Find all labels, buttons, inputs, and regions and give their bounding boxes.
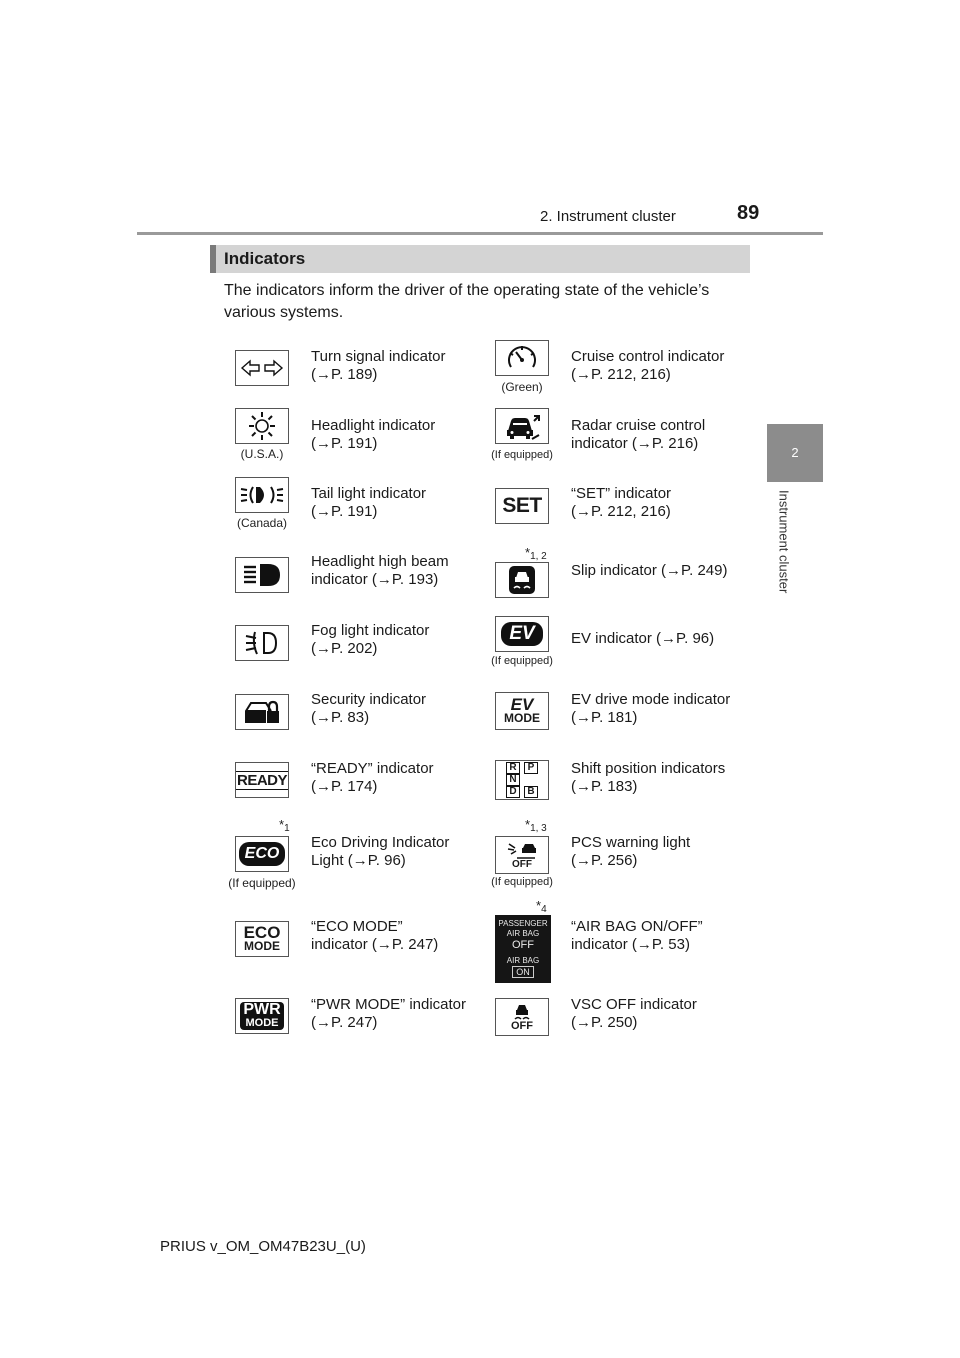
desc-ref[interactable]: indicator (→P. 193) (311, 571, 439, 588)
desc-ref[interactable]: (→P. 247) (311, 1014, 378, 1031)
fog-light-icon (235, 625, 289, 661)
ready-label: READY (237, 771, 288, 789)
security-description (311, 691, 486, 727)
ready-description (311, 760, 486, 796)
pwr-mode-line2: MODE (245, 1017, 279, 1029)
eco-mode-icon (235, 921, 289, 957)
desc-ref[interactable]: (→P. 174) (311, 778, 378, 795)
ev-icon (495, 616, 549, 652)
airbag-off-label: OFF (512, 939, 534, 951)
eco-caption: (If equipped) (228, 876, 296, 890)
vsc-off-description (571, 996, 746, 1032)
desc-ref[interactable]: (→P. 250) (571, 1014, 638, 1031)
eco-footnote-mark (279, 817, 290, 832)
pcs-off-icon (495, 836, 549, 874)
airbag-label: AIR BAG (506, 929, 540, 938)
desc-line: “SET” indicator (571, 485, 672, 502)
desc-line: “ECO MODE” (311, 918, 403, 935)
eco-mode-line2: MODE (244, 939, 280, 953)
radar-cruise-icon (495, 408, 549, 444)
slip-icon (495, 562, 549, 598)
chapter-tab-label: Instrument cluster (776, 490, 792, 594)
radar-cruise-caption: (If equipped) (491, 449, 553, 461)
pcs-off-label: OFF (512, 859, 532, 870)
chapter-tab-number: 2 (791, 445, 799, 460)
ev-description (571, 630, 746, 648)
star: * (525, 817, 531, 832)
desc-ref[interactable]: (→P. 202) (311, 640, 378, 657)
running-header-section: 2. Instrument cluster (540, 208, 676, 225)
tail-light-description (311, 485, 486, 521)
ev-mode-icon (495, 692, 549, 730)
desc-ref[interactable]: (→P. 83) (311, 709, 370, 726)
airbag-on-label: ON (512, 966, 534, 978)
desc-line: Cruise control indicator (571, 348, 725, 365)
vsc-off-icon (495, 998, 549, 1036)
desc-line: Headlight high beam (311, 553, 449, 570)
vsc-car-icon (512, 1003, 532, 1021)
pcs-description (571, 834, 746, 870)
ev-mode-line1: EV (510, 695, 534, 714)
desc-line: VSC OFF indicator (571, 996, 697, 1013)
radar-cruise-description (571, 417, 746, 453)
airbag-icon (495, 915, 551, 983)
star-sub: 4 (541, 904, 547, 915)
airbag-description (571, 918, 746, 954)
desc-line: Turn signal indicator (311, 348, 446, 365)
shift-p: P (524, 762, 538, 774)
shift-position-icon (495, 760, 549, 800)
header-rule (137, 232, 823, 235)
pwr-mode-icon (235, 998, 289, 1034)
security-lock-icon (235, 694, 289, 730)
cruise-control-description (571, 348, 746, 384)
turn-signal-icon (235, 350, 289, 386)
shift-d: D (506, 786, 520, 798)
desc-ref[interactable]: (→P. 181) (571, 709, 638, 726)
shift-n: N (506, 774, 520, 786)
eco-description (311, 834, 486, 870)
pcs-car-icon (505, 840, 539, 860)
desc-line: “AIR BAG ON/OFF” (571, 918, 703, 935)
desc-line: Radar cruise control (571, 417, 706, 434)
headlight-caption: (U.S.A.) (240, 447, 284, 461)
shift-b: B (524, 786, 538, 798)
desc-ref[interactable]: (→P. 189) (311, 366, 378, 383)
ev-caption: (If equipped) (491, 655, 553, 667)
desc-ref[interactable]: indicator (→P. 53) (571, 936, 690, 953)
shift-position-description (571, 760, 746, 796)
chapter-tab[interactable] (767, 424, 823, 482)
desc-line: Tail light indicator (311, 485, 427, 502)
high-beam-description (311, 553, 486, 589)
shift-gap (524, 774, 538, 786)
desc-line: Security indicator (311, 691, 427, 708)
fog-light-description (311, 622, 486, 658)
desc-ref[interactable]: indicator (→P. 247) (311, 936, 439, 953)
shift-r: R (506, 762, 520, 774)
desc-ref[interactable]: (→P. 183) (571, 778, 638, 795)
pwr-mode-line1: PWR (243, 1001, 281, 1018)
star-sub: 1, 2 (530, 551, 547, 562)
desc-ref[interactable]: Light (→P. 96) (311, 852, 406, 869)
set-icon (495, 488, 549, 524)
eco-mode-description (311, 918, 486, 954)
star-sub: 1, 3 (530, 823, 547, 834)
airbag-footnote-mark (536, 898, 547, 913)
turn-signal-description (311, 348, 486, 384)
cruise-control-caption: (Green) (501, 380, 543, 394)
desc-ref[interactable]: (→P. 212, 216) (571, 503, 671, 520)
high-beam-icon (235, 557, 289, 593)
eco-label: ECO (239, 842, 286, 866)
desc-line: EV drive mode indicator (571, 691, 731, 708)
desc-ref[interactable]: (→P. 191) (311, 503, 378, 520)
desc-line: Headlight indicator (311, 417, 436, 434)
headlight-icon (235, 408, 289, 444)
star: * (525, 545, 531, 560)
pcs-caption: (If equipped) (491, 876, 553, 888)
desc-line: Fog light indicator (311, 622, 430, 639)
pcs-footnote-mark (525, 817, 547, 832)
airbag-passenger-label: PASSENGER (498, 919, 548, 928)
desc-line[interactable]: Slip indicator (→P. 249) (571, 562, 728, 579)
desc-ref[interactable]: (→P. 191) (311, 435, 378, 452)
set-description (571, 485, 746, 521)
vsc-off-label: OFF (511, 1019, 533, 1032)
desc-line: Eco Driving Indicator (311, 834, 450, 851)
desc-ref[interactable]: (→P. 256) (571, 852, 638, 869)
ev-mode-description (571, 691, 746, 727)
star: * (536, 898, 542, 913)
set-label: SET (502, 494, 542, 517)
intro-paragraph: The indicators inform the driver of the operating state of the vehicle’s various systems. (224, 282, 710, 321)
desc-line: “READY” indicator (311, 760, 434, 777)
star: * (279, 817, 285, 832)
cruise-control-icon (495, 340, 549, 376)
desc-line: PCS warning light (571, 834, 691, 851)
desc-ref[interactable]: (→P. 212, 216) (571, 366, 671, 383)
ev-mode-line2: MODE (504, 711, 540, 725)
pwr-mode-description (311, 996, 486, 1032)
desc-line[interactable]: EV indicator (→P. 96) (571, 630, 715, 647)
ev-label: EV (501, 622, 542, 646)
slip-footnote-mark (525, 545, 547, 560)
eco-icon (235, 836, 289, 872)
tail-light-icon (235, 477, 289, 513)
desc-line: Shift position indicators (571, 760, 726, 777)
section-title: Indicators (210, 245, 750, 273)
eco-mode-line1: ECO (243, 923, 281, 942)
footer-model-code: PRIUS v_OM_OM47B23U_(U) (160, 1238, 366, 1255)
tail-light-caption: (Canada) (236, 516, 288, 530)
slip-description (571, 562, 746, 580)
desc-line: “PWR MODE” indicator (311, 996, 467, 1013)
desc-ref[interactable]: indicator (→P. 216) (571, 435, 699, 452)
ready-icon (235, 762, 289, 798)
airbag-label: AIR BAG (506, 956, 540, 965)
page-number: 89 (737, 202, 760, 224)
headlight-description (311, 417, 486, 453)
star-sub: 1 (284, 823, 290, 834)
